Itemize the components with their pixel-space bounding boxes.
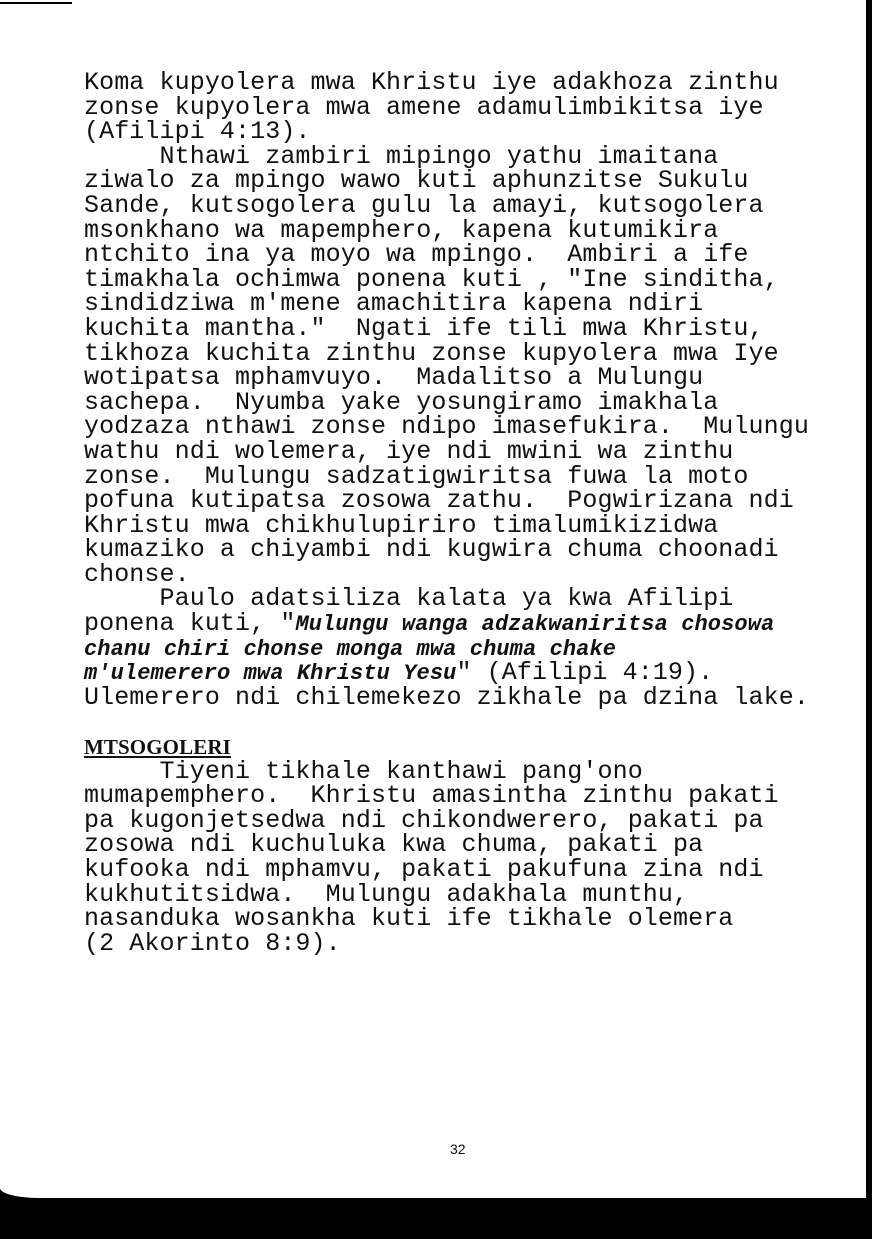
text-line: ziwalo za mpingo wawo kuti aphunzitse Sukulu: [84, 166, 749, 196]
text-line: kumaziko a chiyambi ndi kugwira chuma choonadi: [84, 535, 779, 565]
paragraph-mtsogoleri: [84, 756, 809, 958]
quote-line: ponena kuti, "Mulungu wanga adzakwaniritsa chosowa: [84, 609, 775, 639]
text-line: msonkhano wa mapemphero, kapena kutumikira: [84, 215, 719, 245]
text-line: Paulo adatsiliza kalata ya kwa Afilipi: [84, 584, 734, 614]
text-line: wotipatsa mphamvuyo. Madalitso a Mulungu: [84, 363, 704, 393]
text-line: mumapemphero. Khristu amasintha zinthu pakati: [84, 781, 779, 811]
page-number: 32: [450, 1141, 466, 1157]
text-line: kufooka ndi mphamvu, pakati pakufuna zina ndi: [84, 855, 764, 884]
text-line: Ulemerero ndi chilemekezo zikhale pa dzina lake.: [84, 682, 809, 712]
text-line: Tiyeni tikhale kanthawi pang'ono: [84, 756, 643, 786]
section-heading: MTSOGOLERI: [84, 735, 231, 760]
text-line: zonse. Mulungu sadzatigwiritsa fuwa la moto: [84, 461, 749, 491]
scan-edge-mark: [0, 2, 72, 4]
text-line: ntchito ina ya moyo wa mpingo. Ambiri a ife: [84, 240, 749, 270]
text-line: zosowa ndi kuchuluka kwa chuma, pakati pa: [84, 830, 704, 860]
text-line: kuchita mantha." Ngati ife tili mwa Khristu,: [84, 313, 764, 343]
text-line: wathu ndi wolemera, iye ndi mwini wa zinthu: [84, 436, 734, 466]
text-line: tikhoza kuchita zinthu zonse kupyolera mwa Iye: [84, 338, 779, 368]
text-line: Koma kupyolera mwa Khristu iye adakhoza zinthu: [84, 68, 779, 97]
text-line: kukhutitsidwa. Mulungu adakhala munthu,: [84, 879, 689, 909]
text-line: Khristu mwa chikhulupiriro timalumikizidwa: [84, 510, 719, 540]
text-line: sachepa. Nyumba yake yosungiramo imakhala: [84, 387, 719, 417]
text-line: zonse kupyolera mwa amene adamulimbikitsa iye: [84, 92, 764, 122]
text-line: sindidziwa m'mene amachitira kapena ndiri: [84, 289, 704, 319]
scripture-quote: chanu chiri chonse monga mwa chuma chake: [84, 636, 617, 662]
quote-line: m'ulemerero mwa Khristu Yesu" (Afilipi 4:19).: [84, 658, 714, 688]
text-line: (Afilipi 4:13).: [84, 117, 311, 147]
text-line: Sande, kutsogolera gulu la amayi, kutsogolera: [84, 190, 764, 220]
text-line: (2 Akorinto 8:9).: [84, 928, 341, 958]
scripture-quote: Mulungu wanga adzakwaniritsa chosowa: [295, 612, 775, 638]
text-line: Nthawi zambiri mipingo yathu imaitana: [84, 141, 719, 171]
text-line: pofuna kutipatsa zosowa zathu. Pogwirizana ndi: [84, 486, 794, 516]
document-body: [84, 68, 809, 958]
text-line: nasanduka wosankha kuti ife tikhale olemera: [84, 904, 734, 934]
text-line: timakhala ochimwa ponena kuti , "Ine sinditha,: [84, 264, 779, 294]
paragraphs-intro: [84, 68, 809, 614]
text-line: chonse.: [84, 559, 190, 589]
text-line: pa kugonjetsedwa ndi chikondwerero, pakati pa: [84, 805, 764, 835]
text-line: yodzaza nthawi zonse ndipo imasefukira. Mulungu: [84, 412, 809, 442]
scripture-quote: m'ulemerero mwa Khristu Yesu: [84, 661, 457, 687]
